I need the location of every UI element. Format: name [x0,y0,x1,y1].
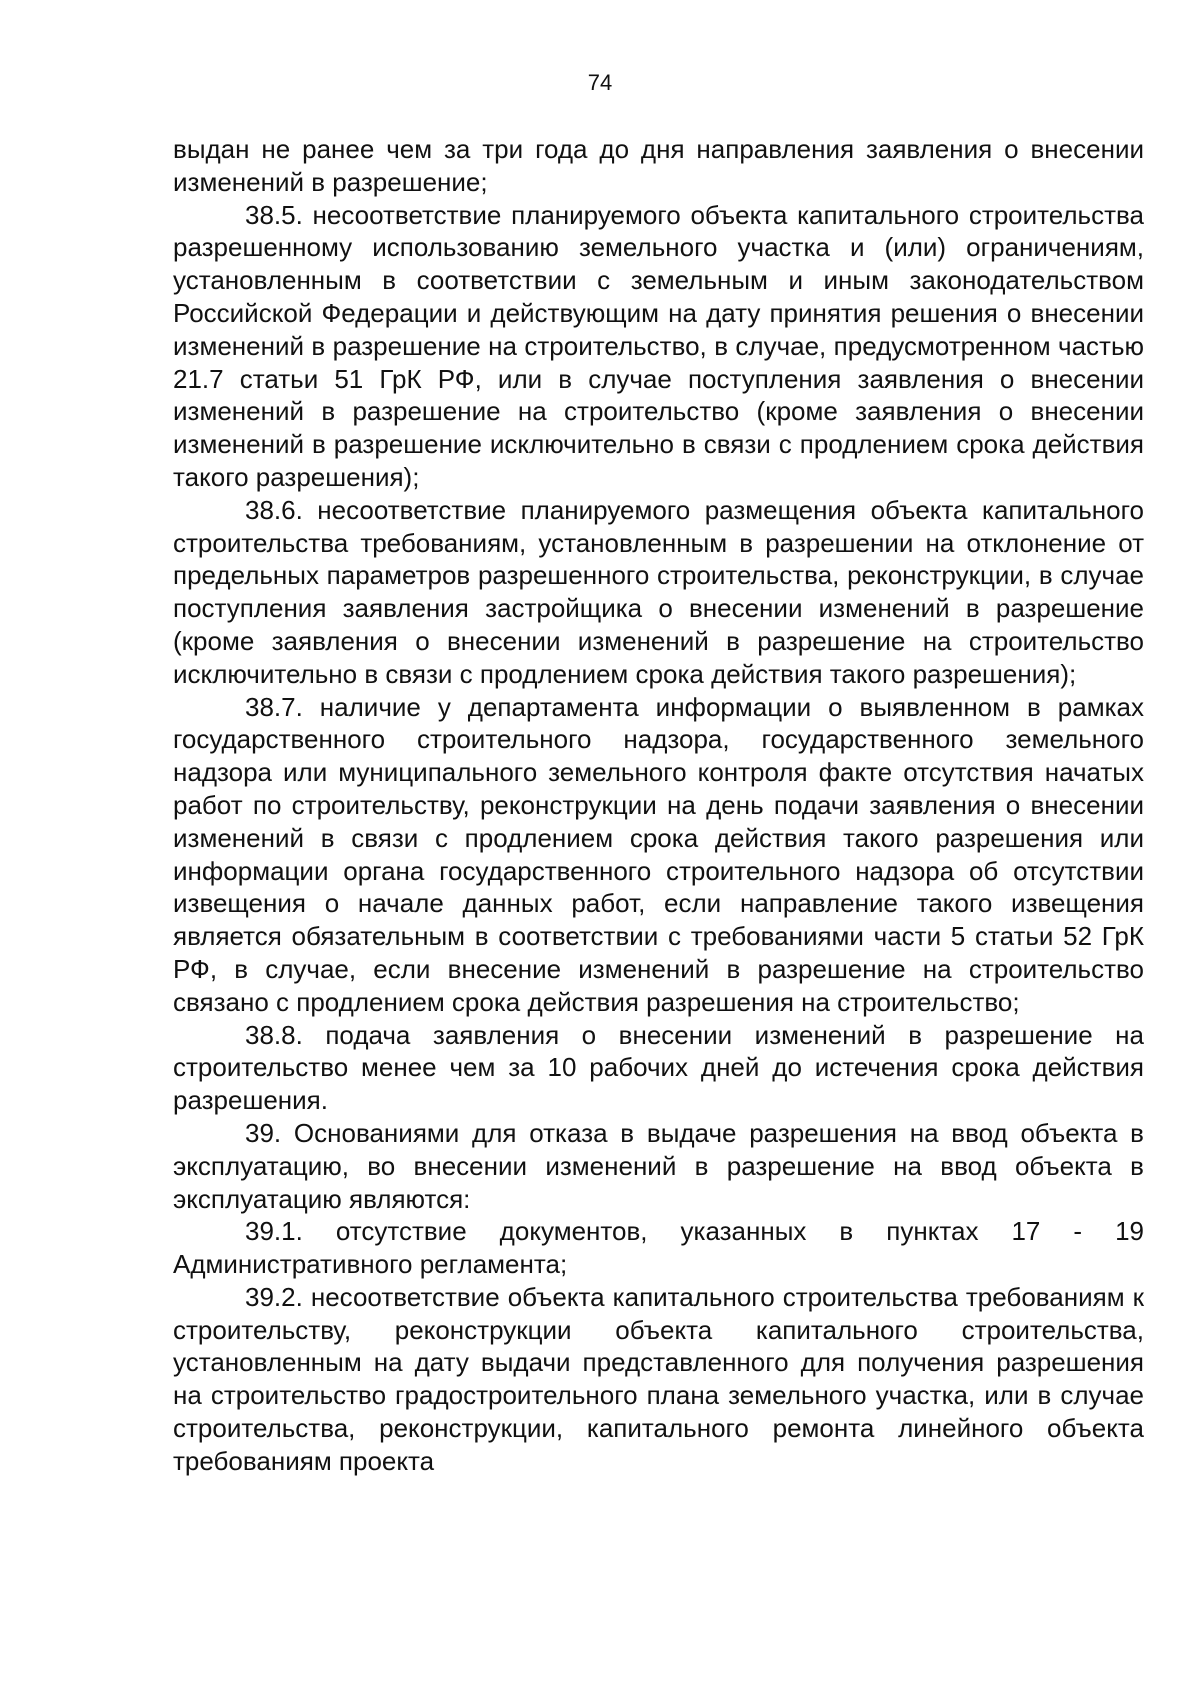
paragraph-39: 39. Основаниями для отказа в выдаче разрешения на ввод объекта в эксплуатацию, во внесении изменений в разрешение на ввод объекта в эксплуатацию являются: [173,1117,1144,1214]
paragraph-38-7: 38.7. наличие у департамента информации о выявленном в рамках государственного строительного надзора, государственного земельного надзора или муниципального земельного контроля факте отсутствия начатых работ по строительству, реконструкции на день подачи заявления о внесении изменений в связи с продлением срока действия такого разрешения или информации органа государственного строительного надзора об отсутствии извещения о начале данных работ, если направление такого извещения является обязательным в соответствии с требованиями части 5 статьи 52 ГрК РФ, в случае, если внесение изменений в разрешение на строительство связано с продлением срока действия разрешения на строительство; [173,691,1144,1017]
page-number: 74 [587,70,613,95]
paragraph-38-6: 38.6. несоответствие планируемого размещения объекта капитального строительства требованиям, установленным в разрешении на отклонение от предельных параметров разрешенного строительства, реконструкции, в случае поступления заявления застройщика о внесении изменений в разрешение (кроме заявления о внесении изменений в разрешение на строительство исключительно в связи с продлением срока действия такого разрешения); [173,494,1144,689]
paragraph-39-2: 39.2. несоответствие объекта капитального строительства требованиям к строительству, реконструкции объекта капитального строительства, установленным на дату выдачи представленного для получения разрешения на строительство градостроительного плана земельного участка, или в случае строительства, реконструкции, капитального ремонта линейного объекта требованиям проекта [173,1281,1144,1476]
paragraph-38-8: 38.8. подача заявления о внесении изменений в разрешение на строительство менее чем за 10 рабочих дней до истечения срока действия разрешения. [173,1019,1144,1116]
paragraph-39-1: 39.1. отсутствие документов, указанных в пунктах 17 - 19 Административного регламента; [173,1216,1144,1280]
paragraph-continuation: выдан не ранее чем за три года до дня направления заявления о внесении изменений в разрешение; [173,134,1144,197]
document-body [173,133,1144,1478]
paragraph-38-5: 38.5. несоответствие планируемого объекта капитального строительства разрешенному использованию земельного участка и (или) ограничениям, установленным в соответствии с земельным и иным законодательством Российской Федерации и действующим на дату принятия решения о внесении изменений в разрешение на строительство, в случае, предусмотренном частью 21.7 статьи 51 ГрК РФ, или в случае поступления заявления о внесении изменений в разрешение на строительство (кроме заявления о внесении изменений в разрешение исключительно в связи с продлением срока действия такого разрешения); [173,199,1144,492]
